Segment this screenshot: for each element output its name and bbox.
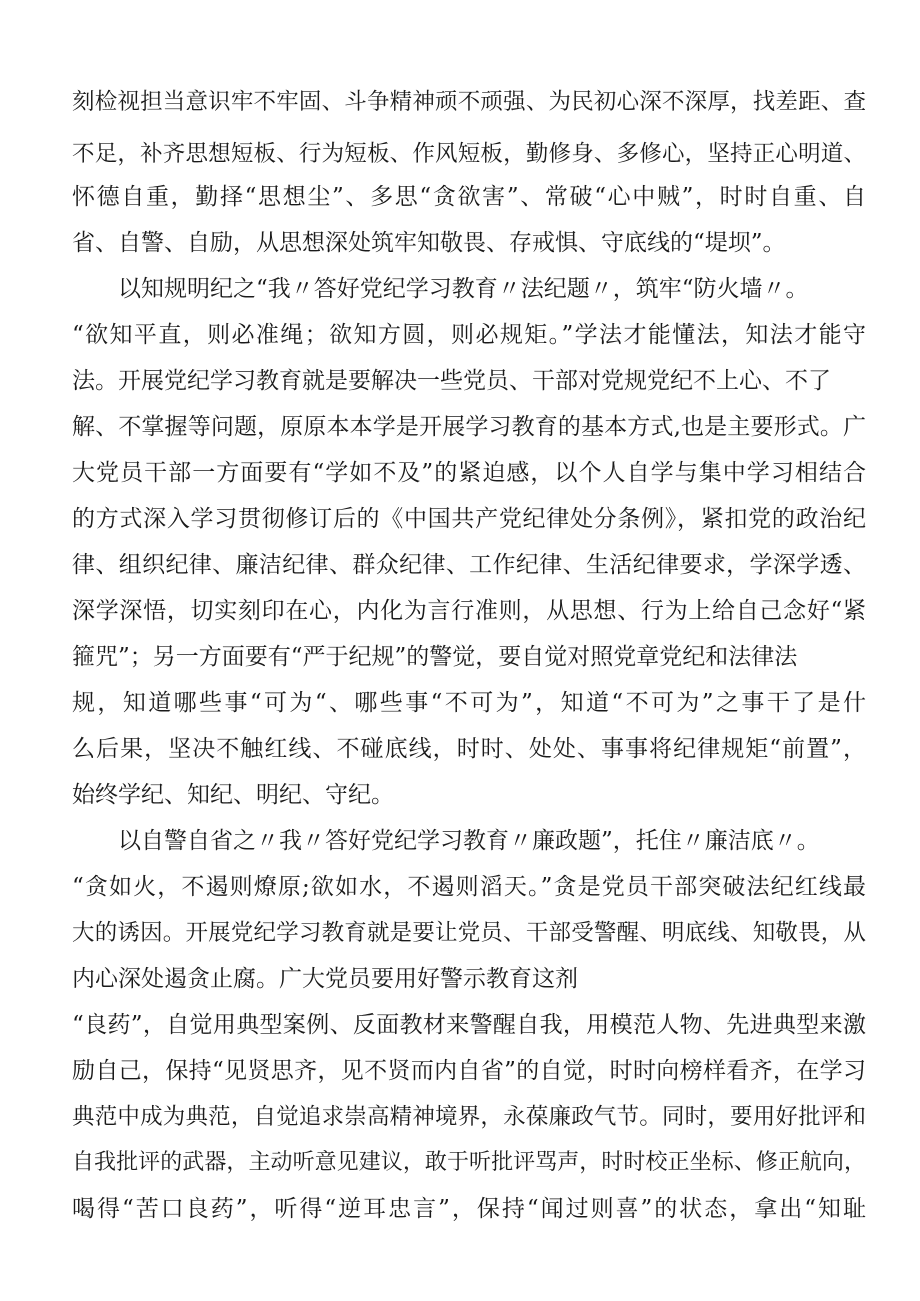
- text-line: 大党员干部一方面要有“学如不及”的紧迫感，以个人自学与集中学习相结合: [72, 460, 866, 486]
- text-line: 律、组织纪律、廉洁纪律、群众纪律、工作纪律、生活纪律要求，学深学透、: [72, 552, 866, 578]
- text-line: 内心深处遏贪止腐。广大党员要用好警示教育这剂: [72, 966, 578, 992]
- text-line: 法。开展党纪学习教育就是要解决一些党员、干部对党规党纪不上心、不了: [72, 368, 831, 394]
- text-line: 不足，补齐思想短板、行为短板、作风短板，勤修身、多修心，坚持正心明道、: [72, 141, 866, 167]
- text-line: 深学深悟，切实刻印在心，内化为言行准则，从思想、行为上给自己念好“紧: [72, 598, 866, 624]
- text-line: 怀德自重，勤择“思想尘”、多思“贪欲害”、常破“心中贼”，时时自重、自: [72, 184, 866, 210]
- text-line: 始终学纪、知纪、明纪、守纪。: [72, 782, 394, 808]
- text-line: 刻检视担当意识牢不牢固、斗争精神顽不顽强、为民初心深不深厚，找差距、查: [72, 89, 866, 115]
- text-line: “良药”，自觉用典型案例、反面教材来警醒自我，用模范人物、先进典型来激: [72, 1012, 866, 1038]
- paragraph-heading: 以自警自省之〃我〃答好党纪学习教育〃廉政题”，托住〃廉洁底〃。: [118, 828, 820, 854]
- text-line: 喝得“苦口良药”，听得“逆耳忠言”，保持“闻过则喜”的状态，拿出“知耻: [72, 1196, 866, 1222]
- text-line: “欲知平直，则必准绳；欲知方圆，则必规矩。”学法才能懂法，知法才能守: [72, 322, 866, 348]
- text-line: 规，知道哪些事“可为“、哪些事“不可为”，知道“不可为”之事干了是什: [72, 690, 866, 716]
- text-line: 自我批评的武器，主动听意见建议，敢于听批评骂声，时时校正坐标、修正航向，: [72, 1150, 866, 1175]
- paragraph-heading: 以知规明纪之“我〃答好党纪学习教育〃法纪题〃，筑牢“防火墙〃。: [118, 276, 809, 302]
- text-line: 大的诱因。开展党纪学习教育就是要让党员、干部受警醒、明底线、知敬畏，从: [72, 920, 866, 946]
- text-line: 典范中成为典范，自觉追求崇高精神境界，永葆廉政气节。同时，要用好批评和: [72, 1104, 866, 1130]
- text-line: 励自己，保持“见贤思齐，见不贤而内自省”的自觉，时时向榜样看齐，在学习: [72, 1058, 866, 1084]
- text-line: “贪如火，不遏则燎原;欲如水，不遏则滔天。”贪是党员干部突破法纪红线最: [72, 874, 866, 900]
- text-line: 箍咒”；另一方面要有“严于纪规”的警觉，要自觉对照党章党纪和法律法: [72, 644, 798, 670]
- text-line: 省、自警、自励，从思想深处筑牢知敬畏、存戒惧、守底线的“堤坝”。: [72, 230, 786, 256]
- text-line: 解、不掌握等问题，原原本本学是开展学习教育的基本方式,也是主要形式。广: [72, 414, 866, 440]
- text-line: 么后果，坚决不触红线、不碰底线，时时、处处、事事将纪律规矩“前置”，: [72, 736, 866, 762]
- text-line: 的方式深入学习贯彻修订后的《中国共产党纪律处分条例》，紧扣党的政治纪: [72, 506, 866, 532]
